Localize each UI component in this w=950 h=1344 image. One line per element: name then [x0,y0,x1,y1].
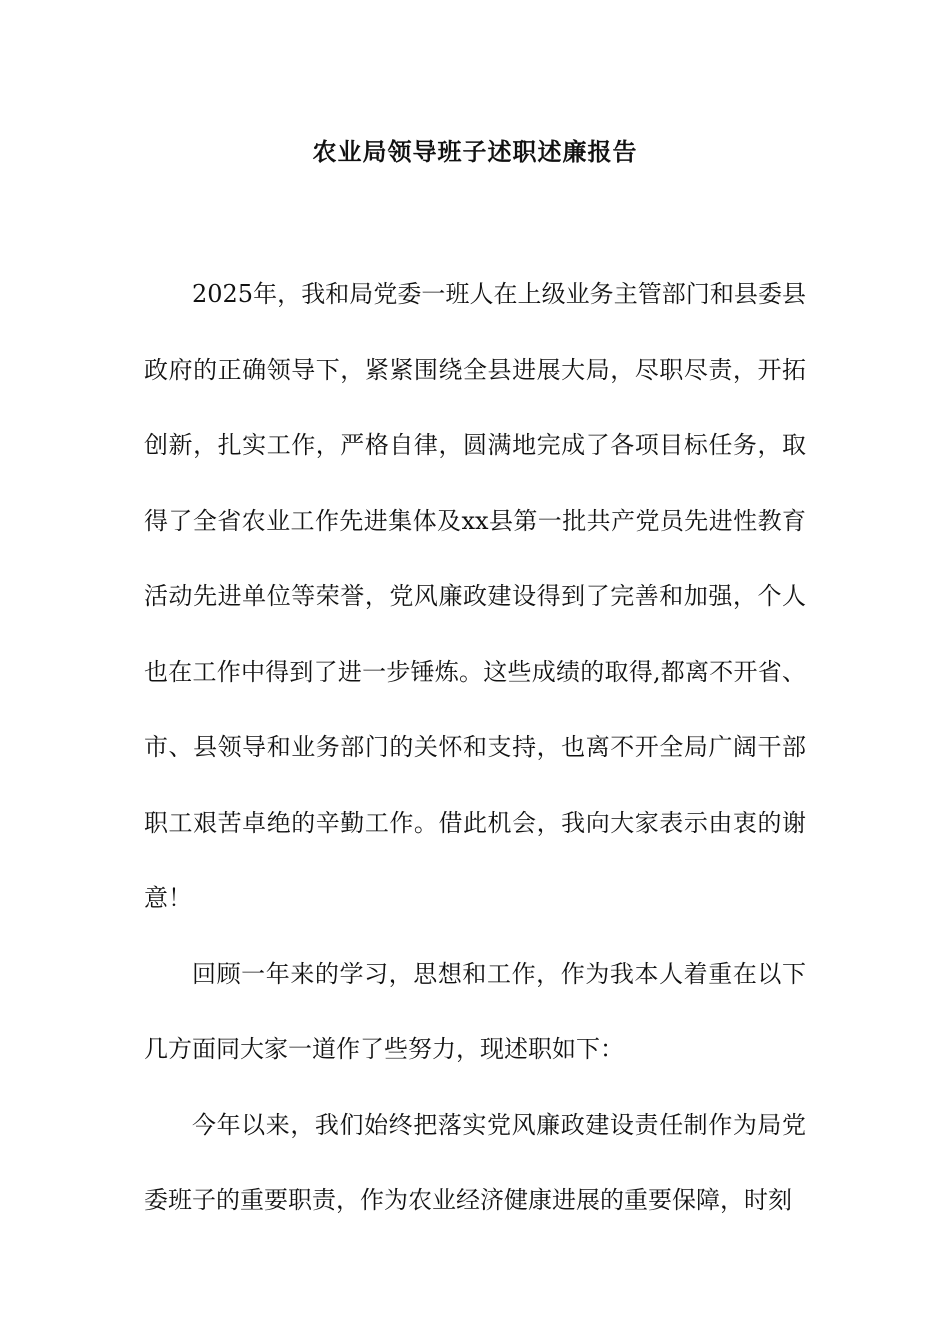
paragraph-intro: 2025年，我和局党委一班人在上级业务主管部门和县委县政府的正确领导下，紧紧围绕全县进展大局，尽职尽责，开拓创新，扎实工作，严格自律，圆满地完成了各项目标任务，取得了全省农业工作先进集体及xx县第一批共产党员先进性教育活动先进单位等荣誉，党风廉政建设得到了完善和加强，个人也在工作中得到了进一步锤炼。这些成绩的取得,都离不开省、市、县领导和业务部门的关怀和支持，也离不开全局广阔干部职工艰苦卓绝的辛勤工作。借此机会，我向大家表示由衷的谢意！ [144,280,806,912]
document-body [144,257,806,1239]
paragraph-review: 回顾一年来的学习，思想和工作，作为我本人着重在以下几方面同大家一道作了些努力，现述职如下： [144,959,806,1063]
document-title: 农业局领导班子述职述廉报告 [312,138,638,166]
paragraph-responsibility: 今年以来，我们始终把落实党风廉政建设责任制作为局党委班子的重要职责，作为农业经济健康进展的重要保障，时刻 [144,1110,806,1214]
